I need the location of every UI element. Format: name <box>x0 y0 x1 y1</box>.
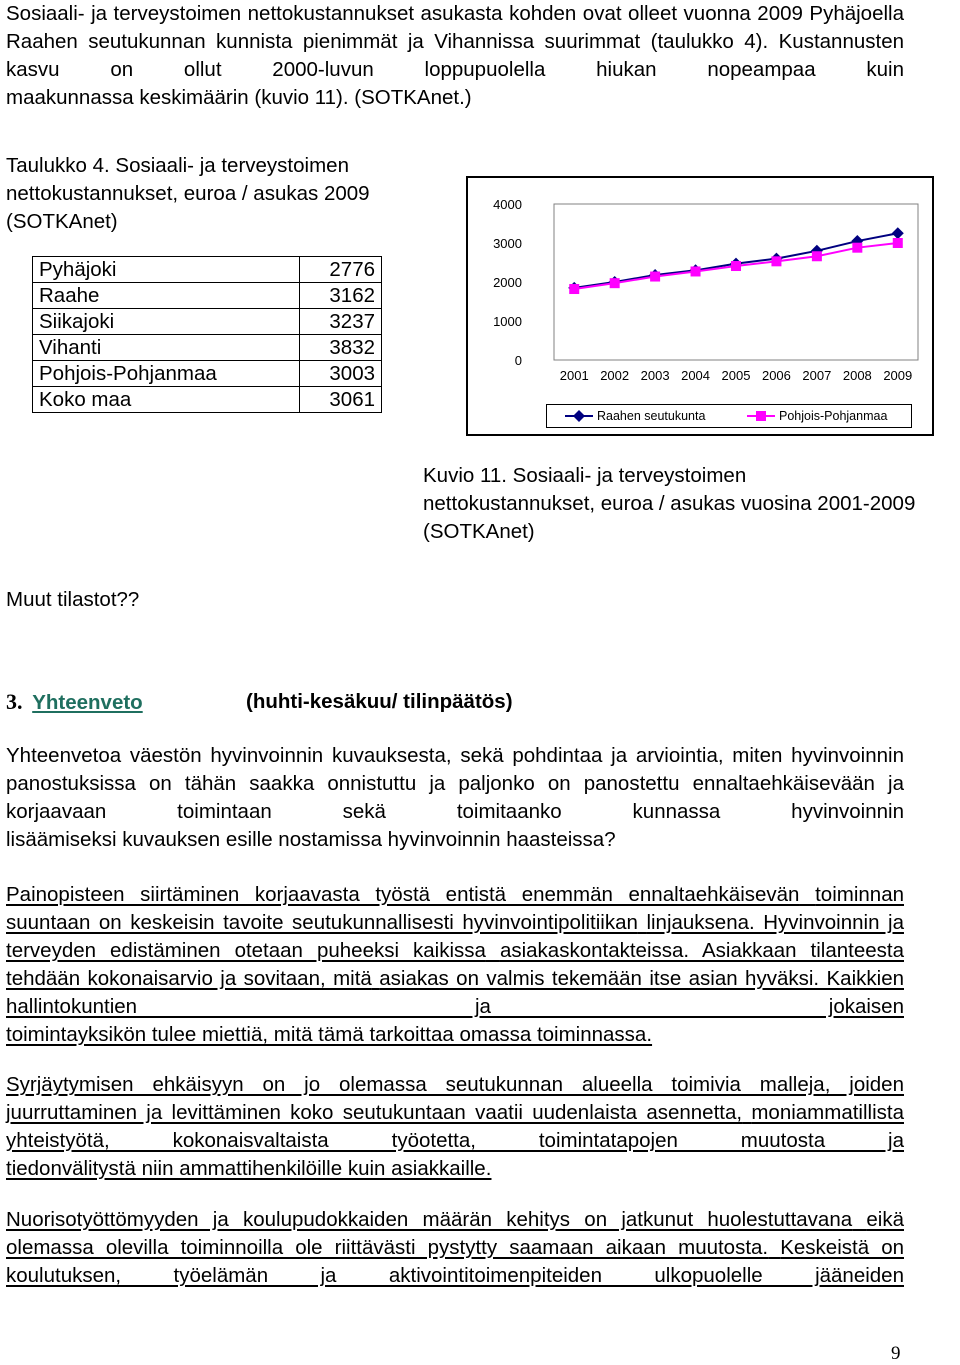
square-data-point <box>610 278 620 288</box>
youth-paragraph <box>6 1206 904 1290</box>
summary-line: ennaltaehkäisevään ja korjaavaan toimintaan sekä toimitaanko kunnassa hyvinvoinnin <box>6 772 904 823</box>
table-cell-municipality: Vihanti <box>33 335 300 361</box>
paragraph-line: juurruttaminen ja levittäminen koko seutukuntaan vaatii uudenlaista asennetta, <box>6 1101 743 1124</box>
section-subtitle: (huhti-kesäkuu/ tilinpäätös) <box>246 690 513 713</box>
paragraph-line: Syrjäytymisen ehkäisyyn on jo olemassa seutukunnan alueella toimivia malleja, joiden <box>6 1073 904 1096</box>
square-data-point <box>852 243 862 253</box>
summary-paragraph <box>6 742 904 854</box>
table-cell-value: 3003 <box>299 361 381 387</box>
x-tick-label: 2009 <box>883 368 913 383</box>
cost-table <box>32 256 382 413</box>
summary-line: lisäämiseksi kuvauksen esille nostamissa hyvinvoinnin haasteissa? <box>6 828 616 851</box>
table-row <box>33 387 382 413</box>
paragraph-line: moniammatillista yhteistyötä, kokonaisvaltaista työotetta, toimintatapojen muutosta ja <box>6 1101 904 1152</box>
paragraph-line: asiakaskontakteissa. Asiakkaan tilanteesta tehdään kokonaisarvio ja sovitaan, mitä <box>6 939 904 990</box>
table-cell-municipality: Siikajoki <box>33 309 300 335</box>
square-data-point <box>812 251 822 261</box>
figure-caption-line: Kuvio 11. Sosiaali- ja terveystoimen <box>423 464 747 487</box>
table-row <box>33 283 382 309</box>
paragraph-line: asiakas on valmis tekemään itse asian hyväksi. Kaikkien hallintokuntien ja jokaisen <box>6 967 904 1018</box>
legend-label: Pohjois-Pohjanmaa <box>779 409 888 423</box>
table-cell-value: 2776 <box>299 257 381 283</box>
square-data-point <box>731 261 741 271</box>
intro-paragraph <box>6 0 904 112</box>
table-row <box>33 309 382 335</box>
x-tick-label: 2006 <box>761 368 791 383</box>
legend-label: Raahen seutukunta <box>597 409 706 423</box>
intro-line: Sosiaali- ja terveystoimen nettokustannukset asukasta kohden ovat olleet vuonna 2009 <box>6 2 803 25</box>
square-data-point <box>771 256 781 266</box>
table-cell-value: 3162 <box>299 283 381 309</box>
y-tick-label: 2000 <box>493 275 522 290</box>
intro-line: 4). Kustannusten kasvu on ollut 2000-luvun loppupuolella hiukan nopeampaa kuin <box>6 30 904 81</box>
section-heading <box>6 688 904 717</box>
line-chart <box>466 176 934 436</box>
x-tick-label: 2001 <box>559 368 589 383</box>
table-cell-municipality: Pohjois-Pohjanmaa <box>33 361 300 387</box>
paragraph-line: Painopisteen siirtäminen korjaavasta työstä entistä enemmän ennaltaehkäisevän <box>6 883 800 906</box>
x-tick-label: 2007 <box>802 368 832 383</box>
table-row <box>33 257 382 283</box>
exclusion-paragraph <box>6 1071 904 1183</box>
table-cell-municipality: Koko maa <box>33 387 300 413</box>
other-stats-note: Muut tilastot?? <box>6 588 140 611</box>
paragraph-line: tiedonvälitystä niin ammattihenkilöille kuin asiakkaille. <box>6 1157 492 1180</box>
square-data-point <box>569 284 579 294</box>
section-number: 3. <box>6 689 23 714</box>
table-cell-value: 3832 <box>299 335 381 361</box>
paragraph-line: Keskeistä on koulutuksen, työelämän ja aktivointitoimenpiteiden ulkopuolelle jääneiden <box>6 1236 904 1287</box>
square-data-point <box>691 266 701 276</box>
diamond-marker-icon <box>573 410 585 422</box>
table-cell-value: 3237 <box>299 309 381 335</box>
y-tick-label: 1000 <box>493 314 522 329</box>
square-marker-icon <box>756 411 766 421</box>
square-data-point <box>650 272 660 282</box>
paragraph-line: Nuorisotyöttömyyden ja koulupudokkaiden määrän kehitys on jatkunut huolestuttavana <box>6 1208 853 1231</box>
figure-caption-line: nettokustannukset, euroa / asukas vuosina 2001-2009 <box>423 492 916 515</box>
figure-caption <box>423 462 953 546</box>
table-row <box>33 361 382 387</box>
paragraph-line: eikä olemassa olevilla toiminnoilla ole riittävästi pystytty saamaan aikaan muutosta. <box>6 1208 904 1259</box>
square-data-point <box>893 238 903 248</box>
y-tick-label: 4000 <box>493 197 522 212</box>
summary-line: hyvinvoinnin panostuksissa on tähän saakka onnistuttu ja paljonko on panostettu <box>6 744 904 795</box>
summary-line: Yhteenvetoa väestön hyvinvoinnin kuvauksesta, sekä pohdintaa ja arviointia, miten <box>6 744 783 767</box>
table-cell-value: 3061 <box>299 387 381 413</box>
table-caption: Taulukko 4. Sosiaali- ja terveystoimen nettokustannukset, euroa / asukas 2009 (SOTKAnet) <box>6 154 370 233</box>
page-number: 9 <box>891 1343 901 1364</box>
table-row <box>33 335 382 361</box>
chart-legend <box>546 404 912 428</box>
x-tick-label: 2008 <box>842 368 872 383</box>
x-tick-label: 2004 <box>681 368 711 383</box>
paragraph-line: toiminnan suuntaan on keskeisin tavoite seutukunnallisesti hyvinvointipolitiikan <box>6 883 904 934</box>
x-tick-label: 2005 <box>721 368 751 383</box>
y-tick-label: 3000 <box>493 236 522 251</box>
intro-line: Pyhäjoella Raahen seutukunnan kunnista pienimmät ja Vihannissa suurimmat (taulukko <box>6 2 904 53</box>
focus-paragraph <box>6 881 904 1049</box>
y-tick-label: 0 <box>514 353 522 368</box>
chart-canvas <box>468 178 932 434</box>
intro-line: maakunnassa keskimäärin (kuvio 11). (SOTKAnet.) <box>6 86 472 109</box>
section-title: Yhteenveto <box>32 691 143 714</box>
x-tick-label: 2002 <box>600 368 630 383</box>
figure-caption-line: (SOTKAnet) <box>423 520 535 543</box>
x-tick-label: 2003 <box>640 368 670 383</box>
table-cell-municipality: Pyhäjoki <box>33 257 300 283</box>
paragraph-line: toimintayksikön tulee miettiä, mitä tämä tarkoittaa omassa toiminnassa. <box>6 1023 653 1046</box>
table-cell-municipality: Raahe <box>33 283 300 309</box>
paragraph-line: linjauksena. Hyvinvoinnin ja terveyden edistäminen otetaan puheeksi kaikissa <box>6 911 904 962</box>
